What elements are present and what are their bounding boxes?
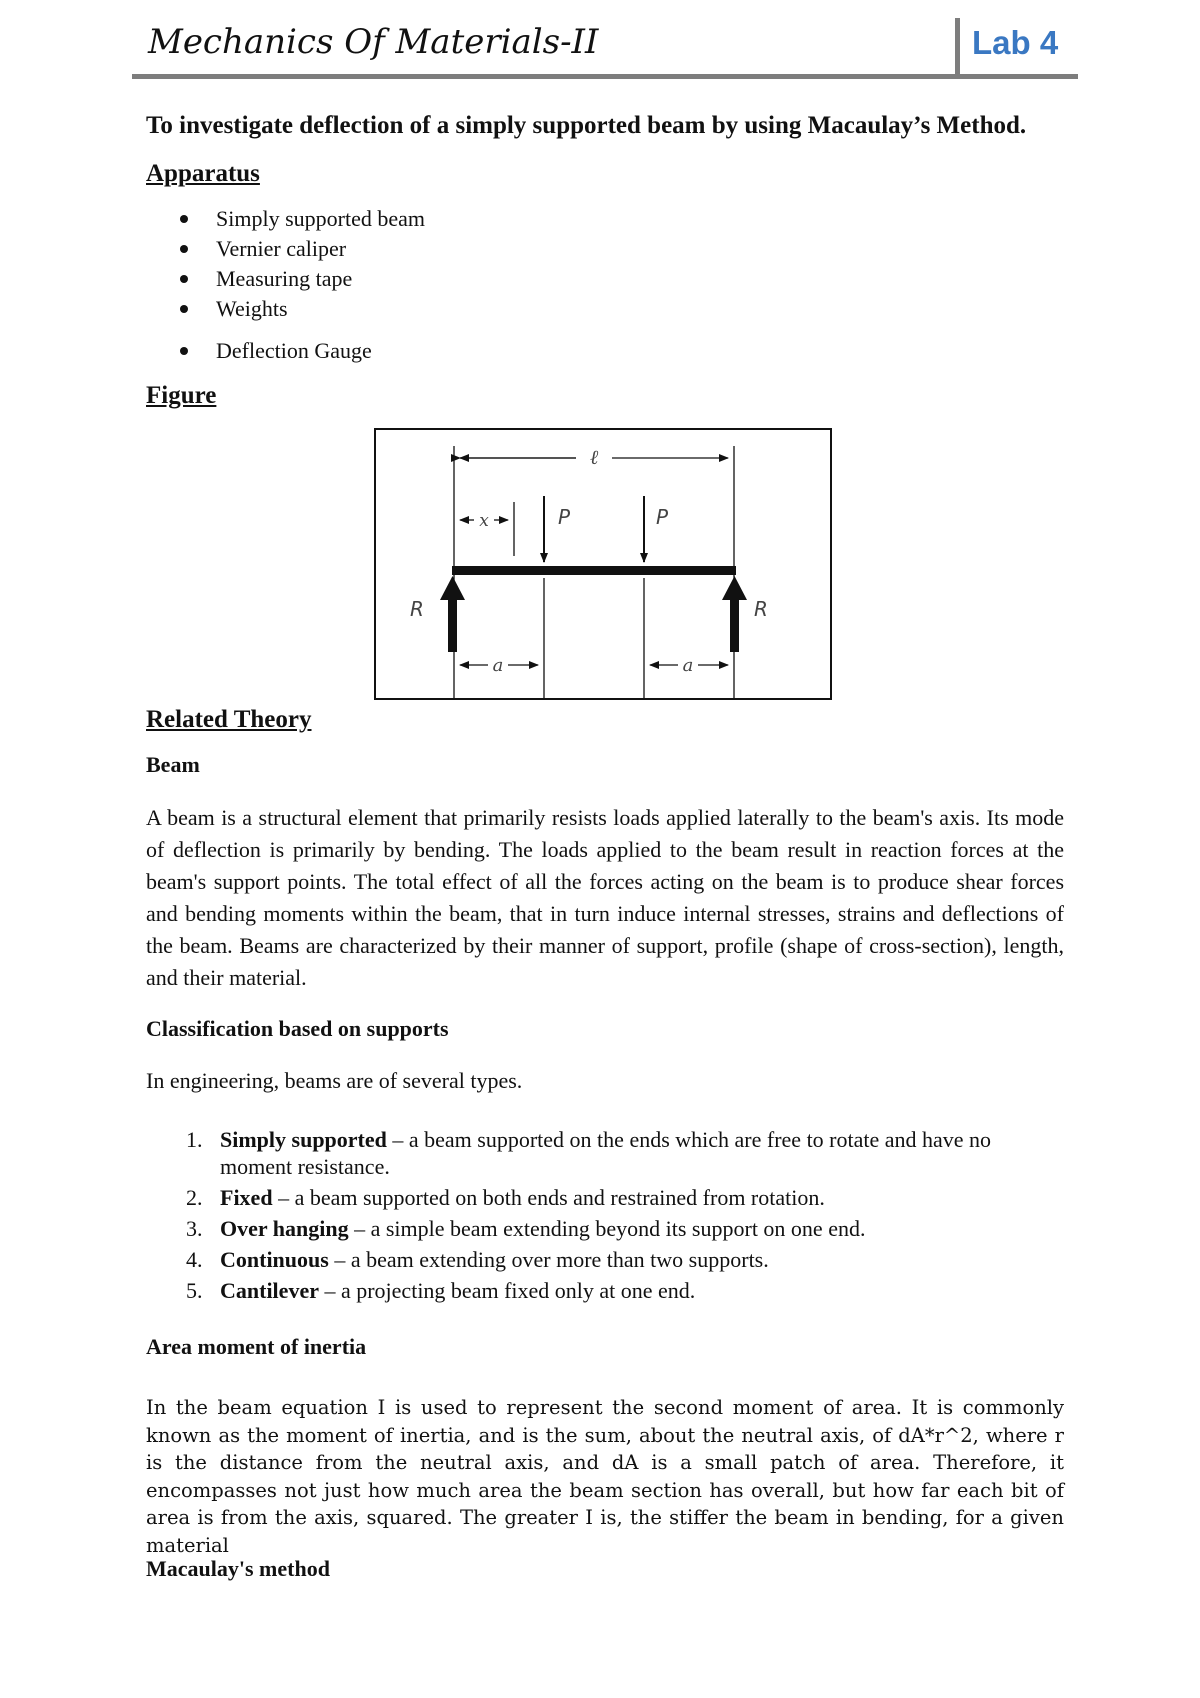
apparatus-list xyxy=(178,204,425,366)
header-rule xyxy=(132,74,1078,79)
x-label: x xyxy=(479,511,489,531)
list-item: Deflection Gauge xyxy=(178,336,425,366)
reaction-shaft-right xyxy=(730,598,739,652)
beam-types-list xyxy=(186,1126,1066,1304)
a-left-label: a xyxy=(492,655,504,676)
list-item xyxy=(186,1184,1066,1211)
item-number: 1. xyxy=(186,1127,203,1152)
a-right-label: a xyxy=(682,655,694,676)
item-number: 5. xyxy=(186,1278,203,1303)
macaulay-heading: Macaulay's method xyxy=(146,1556,330,1581)
beam-paragraph: A beam is a structural element that primarily resists loads applied laterally to the beam's axis. Its mode of deflection is primarily by bending. The loads applied to the beam result in reaction forces at the beam's support points. The total effect of all the forces acting on the beam is to produce shear forces and bending moments within the beam, that in turn induce internal stresses, strains and deflections of the beam. Beams are characterized by their manner of support, profile (shape of cross-section), length, and their material. xyxy=(146,805,1064,990)
reaction-label-left: R xyxy=(410,597,424,621)
reaction-shaft-left xyxy=(448,598,457,652)
term: Fixed xyxy=(220,1185,273,1210)
reaction-label-right: R xyxy=(754,597,768,621)
item-number: 3. xyxy=(186,1216,203,1241)
header-divider xyxy=(955,18,960,76)
term: Continuous xyxy=(220,1247,329,1272)
term: Over hanging xyxy=(220,1216,349,1241)
reaction-head-right xyxy=(722,576,747,600)
term: Cantilever xyxy=(220,1278,319,1303)
list-item: Simply supported beam xyxy=(178,204,425,234)
objective-heading: To investigate deflection of a simply supported beam by using Macaulay’s Method. xyxy=(146,112,1027,139)
list-item xyxy=(186,1277,1066,1304)
inertia-paragraph: In the beam equation I is used to represent the second moment of area. It is commonly known as the moment of inertia, and is the sum, about the neutral axis, of dA*r^2, where r is the distance from the neutral axis, and dA is a small patch of area. Therefore, it encompasses not just how much area the beam section has overall, but how far each bit of area is from the axis, squared. The greater I is, the stiffer the beam in bending, for a given material xyxy=(146,1396,1064,1557)
classification-heading: Classification based on supports xyxy=(146,1016,449,1041)
course-title: Mechanics Of Materials-II xyxy=(148,22,599,62)
item-number: 4. xyxy=(186,1247,203,1272)
list-item: Vernier caliper xyxy=(178,234,425,264)
inertia-heading: Area moment of inertia xyxy=(146,1334,367,1359)
beam-heading: Beam xyxy=(146,752,200,777)
length-label: ℓ xyxy=(589,445,599,469)
description: – a beam supported on both ends and restrained from rotation. xyxy=(272,1185,825,1210)
list-item: Weights xyxy=(178,294,425,324)
list-item xyxy=(186,1126,1066,1180)
description: – a beam supported on the ends which are free to rotate and have no moment resistance. xyxy=(220,1127,992,1179)
load-label-2: P xyxy=(656,505,669,529)
load-label-1: P xyxy=(558,505,571,529)
beam-diagram xyxy=(376,430,830,698)
description: – a beam extending over more than two supports. xyxy=(328,1247,769,1272)
list-item xyxy=(186,1215,1066,1242)
description: – a simple beam extending beyond its support on one end. xyxy=(348,1216,866,1241)
classification-intro: In engineering, beams are of several types. xyxy=(146,1068,523,1093)
apparatus-heading: Apparatus xyxy=(146,160,260,187)
figure-heading: Figure xyxy=(146,382,217,409)
beam-bar xyxy=(452,566,736,575)
beam-figure xyxy=(374,428,832,700)
list-item: Measuring tape xyxy=(178,264,425,294)
description: – a projecting beam fixed only at one end. xyxy=(318,1278,696,1303)
lab-number: Lab 4 xyxy=(972,24,1059,61)
term: Simply supported xyxy=(220,1127,387,1152)
reaction-head-left xyxy=(440,576,465,600)
theory-heading: Related Theory xyxy=(146,706,312,733)
item-number: 2. xyxy=(186,1185,203,1210)
list-item xyxy=(186,1246,1066,1273)
